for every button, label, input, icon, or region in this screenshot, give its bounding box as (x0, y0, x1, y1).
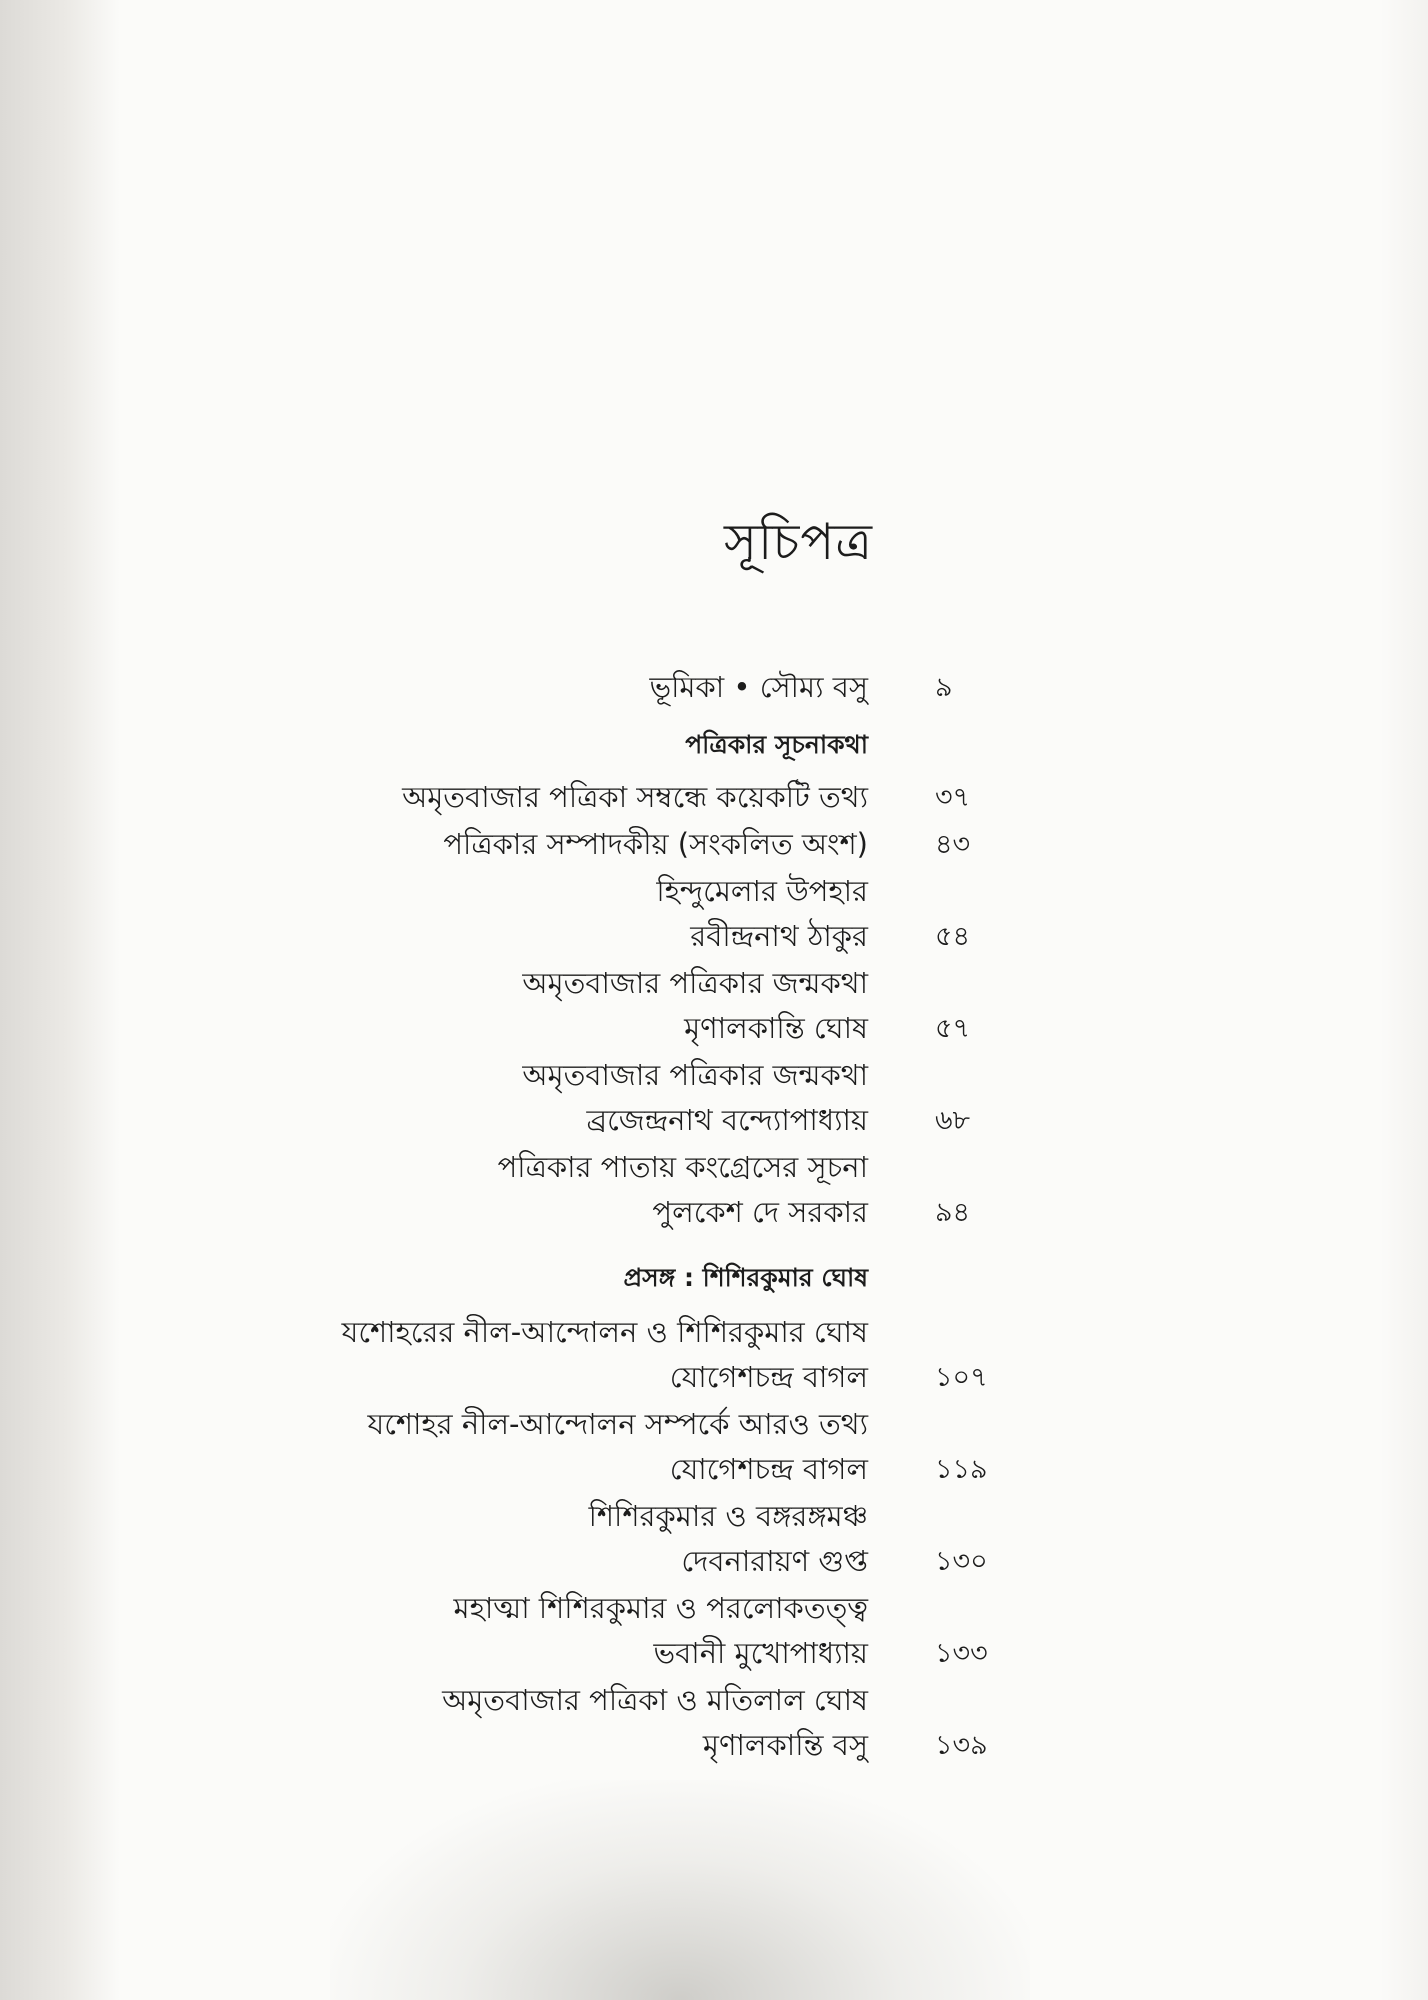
toc-entry-title[interactable]: হিন্দুমেলার উপহার (656, 874, 868, 908)
toc-entry-author: রবীন্দ্রনাথ ঠাকুর (690, 919, 868, 953)
toc-entry-author: যোগেশচন্দ্র বাগল (669, 1452, 868, 1486)
toc-entry-title[interactable]: যশোহরের নীল-আন্দোলন ও শিশিরকুমার ঘোষ (341, 1315, 868, 1349)
toc-page-number: ৯ (935, 672, 953, 703)
toc-page-number: ৫৭ (935, 1013, 971, 1044)
toc-page-number: ৫৪ (935, 921, 971, 952)
toc-entry-author: পুলকেশ দে সরকার (652, 1195, 868, 1229)
toc-entry-title[interactable]: যশোহর নীল-আন্দোলন সম্পর্কে আরও তথ্য (367, 1407, 868, 1441)
toc-entry-title[interactable]: শিশিরকুমার ও বঙ্গরঙ্গমঞ্চ (588, 1499, 868, 1533)
toc-page-number: ৬৮ (935, 1105, 971, 1136)
section-heading-intro: পত্রিকার সূচনাকথা (685, 730, 868, 759)
toc-page-number: ৯৪ (935, 1197, 971, 1228)
toc-entry-title[interactable]: মহাত্মা শিশিরকুমার ও পরলোকতত্ত্ব (453, 1591, 868, 1625)
toc-entry-title[interactable]: অমৃতবাজার পত্রিকার জন্মকথা (522, 1058, 868, 1092)
toc-entry-author: মৃণালকান্তি বসু (702, 1728, 868, 1762)
toc-page-number: ৪৩ (935, 829, 971, 860)
toc-entry-author: ভবানী মুখোপাধ্যায় (653, 1636, 868, 1670)
section-heading-shishir: প্রসঙ্গ : শিশিরকুমার ঘোষ (623, 1263, 868, 1292)
toc-page-number: ১০৭ (935, 1362, 988, 1393)
toc-page-number: ১৩৯ (935, 1730, 988, 1761)
toc-entry-title[interactable]: অমৃতবাজার পত্রিকা ও মতিলাল ঘোষ (442, 1683, 868, 1717)
page-title: সূচিপত্র (724, 513, 873, 571)
toc-entry-title[interactable]: পত্রিকার পাতায় কংগ্রেসের সূচনা (497, 1150, 868, 1184)
toc-entry-author: মৃণালকান্তি ঘোষ (684, 1011, 868, 1045)
toc-entry-title[interactable]: অমৃতবাজার পত্রিকার জন্মকথা (522, 966, 868, 1000)
toc-entry-sampadakiya[interactable]: পত্রিকার সম্পাদকীয় (সংকলিত অংশ) (443, 827, 868, 861)
toc-entry-bhumika[interactable]: ভূমিকা • সৌম্য বসু (649, 670, 868, 704)
toc-page-number: ১১৯ (935, 1454, 988, 1485)
toc-entry-author: যোগেশচন্দ্র বাগল (669, 1360, 868, 1394)
toc-page-number: ১৩৩ (935, 1638, 988, 1669)
toc-entry-author: দেবনারায়ণ গুপ্ত (681, 1544, 868, 1578)
toc-entry-author: ব্রজেন্দ্রনাথ বন্দ্যোপাধ্যায় (586, 1103, 868, 1137)
toc-page-number: ৩৭ (935, 782, 971, 813)
toc-entry-tathya[interactable]: অমৃতবাজার পত্রিকা সম্বন্ধে কয়েকটি তথ্য (402, 780, 868, 814)
toc-page-number: ১৩০ (935, 1546, 988, 1577)
